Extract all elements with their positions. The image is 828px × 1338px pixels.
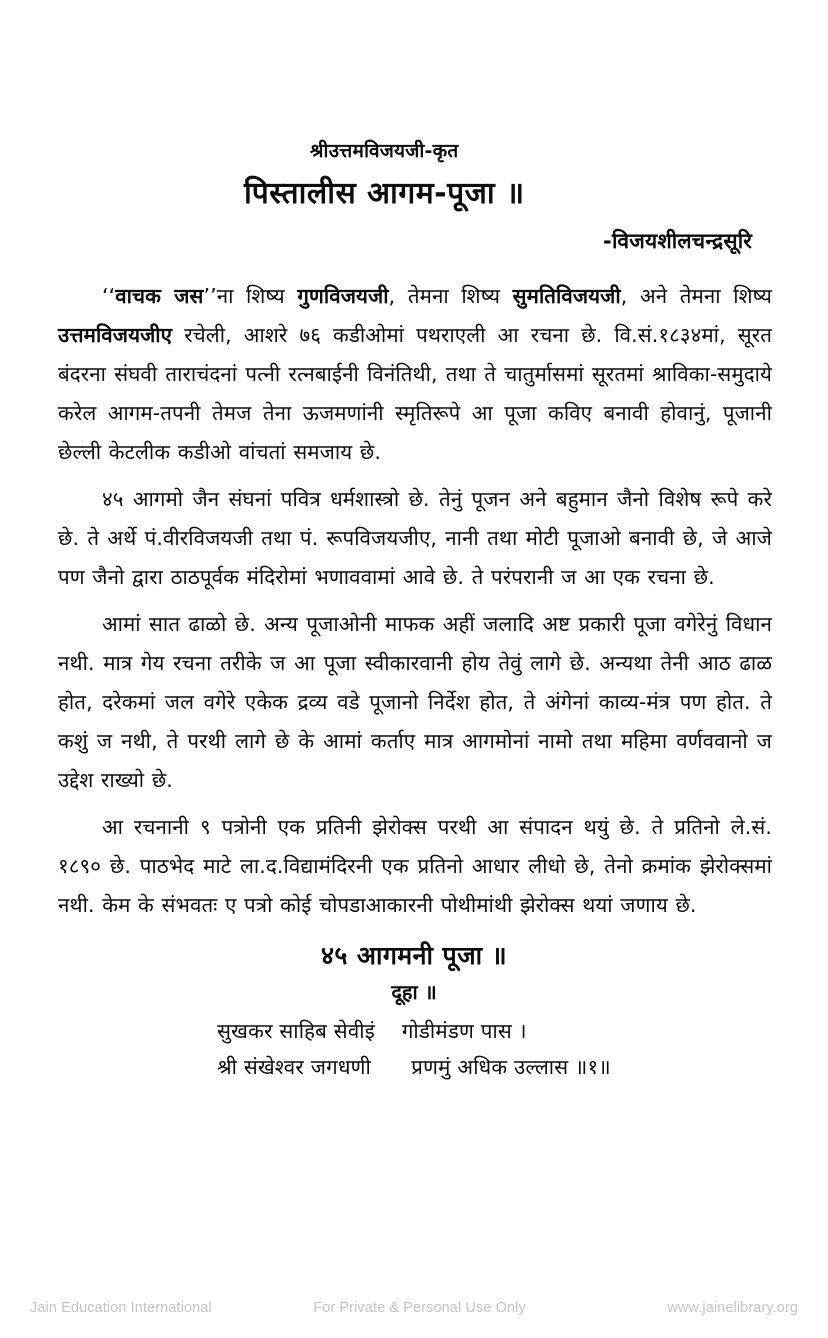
footer-website-url[interactable]: www.jainelibrary.org xyxy=(667,1300,798,1316)
paragraph xyxy=(58,277,772,472)
text-run: आ रचनानी ९ पत्रोनी एक प्रतिनी झेरोक्स परथी आ संपादन थयुं छे. ते प्रतिनो ले.सं. १८९० छे. पाठभेद माटे ला.द.विद्यामंदिरनी एक प्रतिनो आधार लीधो छे, तेनो क्रमांक झेरोक्समां नथी. केम के संभवतः ए पत्रो कोई चोपडाआकारनी पोथीमांथी झेरोक्स थयां जणाय छे. xyxy=(58,814,772,917)
verse-section-title: ४५ आगमनी पूजा ॥ xyxy=(320,940,508,970)
emphasized-text: वाचक जस xyxy=(115,283,204,308)
byline: -विजयशीलचन्द्रसूरि xyxy=(603,228,752,253)
verse-section xyxy=(0,939,828,1085)
page-title: पिस्तालीस आगम-पूजा ॥ xyxy=(244,175,525,211)
paragraph xyxy=(58,808,772,925)
footer-usage-notice: For Private & Personal Use Only xyxy=(313,1300,526,1316)
verse-line: श्री संखेश्वर जगधणी प्रणमुं अधिक उल्लास ॥१॥ xyxy=(217,1054,611,1079)
emphasized-text: सुमतिविजयजी xyxy=(512,283,621,308)
text-run: रचेली, आशरे ७६ कडीओमां पथराएली आ रचना छे. वि.सं.१८३४मां, सूरत बंदरना संघवी ताराचंदनां पत्नी रत्नबाईनी विनंतिथी, तथा ते चातुर्मासमां सूरतमां श्राविका-समुदाये करेल आगम-तपनी तेमज तेना ऊजमणांनी स्मृतिरूपे आ पूजा कविए बनावी होवानुं, पूजानी छेल्ली केटलीक कडीओ वांचतां समजाय छे. xyxy=(58,322,772,464)
text-run: , अने तेमना शिष्य xyxy=(620,283,772,308)
page-footer xyxy=(0,1300,828,1316)
heading-block xyxy=(0,0,828,255)
text-run: ‘‘ xyxy=(102,283,116,308)
text-run: ’’ना शिष्य xyxy=(203,283,298,308)
verse-line: सुखकर साहिब सेवीइं गोडीमंडण पास । xyxy=(217,1018,527,1043)
text-run: आमां सात ढाळो छे. अन्य पूजाओनी माफक अहीं जलादि अष्ट प्रकारी पूजा वगेरेनुं विधान नथी. मात्र गेय रचना तरीके ज आ पूजा स्वीकारवानी होय तेवुं लागे छे. अन्यथा तेनी आठ ढाळ होत, दरेकमां जल वगेरे एकेक द्रव्य वडे पूजानो निर्देश होत, ते अंगेनां काव्य-मंत्र पण होत. ते कशुं ज नथी, ते परथी लागे छे के आमां कर्ताए मात्र आगमोनां नामो तथा महिमा वर्णववानो ज उद्देश राख्यो छे. xyxy=(58,611,772,792)
author-attribution-line: श्रीउत्तमविजयजी-कृत xyxy=(310,140,459,162)
verse-lines xyxy=(217,1013,611,1085)
text-run: ४५ आगमो जैन संघनां पवित्र धर्मशास्त्रो छे. तेनुं पूजन अने बहुमान जैनो विशेष रूपे करे छे. ते अर्थे पं.वीरविजयजी तथा पं. रूपविजयजीए, नानी तथा मोटी पूजाओ बनावी छे, जे आजे पण जैनो द्वारा ठाठपूर्वक मंदिरोमां भणाववामां आवे छे. ते परंपरानी ज आ एक रचना छे. xyxy=(58,486,772,589)
paragraph xyxy=(58,480,772,597)
body-text xyxy=(0,277,828,925)
footer-organization: Jain Education International xyxy=(30,1300,212,1316)
emphasized-text: गुणविजयजी xyxy=(297,283,389,308)
emphasized-text: उत्तमविजयजीए xyxy=(58,322,173,347)
text-run: , तेमना शिष्य xyxy=(388,283,513,308)
verse-meter-label: दूहा ॥ xyxy=(391,979,437,1004)
paragraph xyxy=(58,605,772,800)
